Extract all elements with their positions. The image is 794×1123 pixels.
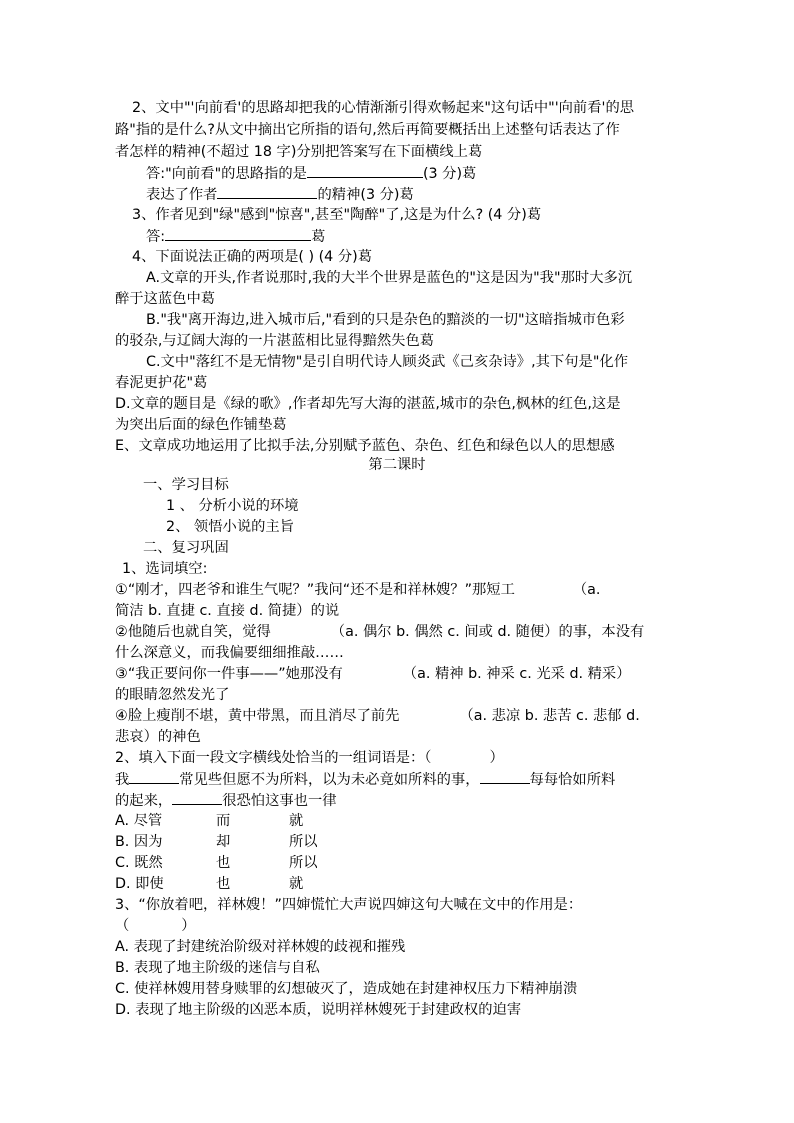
option-a-line1: A.文章的开头,作者说那时,我的大半个世界是蓝色的"这是因为"我"那时大多沉 bbox=[146, 270, 633, 286]
word-item-2-cont: 什么深意义，而我偏要细细推敲…… bbox=[115, 645, 344, 661]
q3-choice-a: A. 表现了封建统治阶级对祥林嫂的歧视和摧残 bbox=[115, 939, 406, 955]
q3-answer-line: 答: 葛 bbox=[146, 226, 325, 247]
q3-choice-c: C. 使祥林嫂用替身赎罪的幻想破灭了，造成她在封建神权压力下精神崩溃 bbox=[115, 981, 578, 997]
section-goals-heading: 一、学习目标 bbox=[143, 477, 229, 493]
word-item-4-cont: 悲哀）的神色 bbox=[115, 729, 201, 745]
q2-line1: 2、文中"'向前看'的思路却把我的心情渐渐引得欢畅起来"这句话中"'向前看'的思 bbox=[132, 100, 635, 116]
word-item-3: ③“我正要问你一件事——”她那没有 （a. 精神 b. 神采 c. 光采 d. 精采） bbox=[115, 666, 631, 682]
word-item-2: ②他随后也就自笑，觉得 （a. 偶尔 b. 偶然 c. 间或 d. 随便）的事，本没有 bbox=[115, 624, 645, 640]
section-review-heading: 二、复习巩固 bbox=[143, 540, 229, 556]
q3-answer-blank[interactable] bbox=[165, 226, 311, 241]
sub-q1-heading: 1、选词填空: bbox=[122, 561, 208, 577]
option-d-line2: 为突出后面的绿色作铺垫葛 bbox=[115, 417, 287, 433]
passage-line1: 我 常见些但愿不为所料，以为未必竟如所料的事， 每每恰如所料 bbox=[115, 769, 615, 790]
answer-a-blank[interactable] bbox=[307, 163, 423, 178]
q2-line2: 路"指的是什么?从文中摘出它所指的语句,然后再简要概括出上述整句话表达了作 bbox=[115, 122, 620, 138]
option-c-line1: C.文中"落红不是无情物"是引自明代诗人顾炎武《己亥杂诗》,其下句是"化作 bbox=[146, 354, 628, 370]
goal-1: 1 、 分析小说的环境 bbox=[166, 498, 299, 514]
choice-row-a: A. 尽管 而 就 bbox=[115, 813, 304, 829]
passage-line2: 的起来， 很恐怕这事也一律 bbox=[115, 790, 337, 811]
lesson-title: 第二课时 bbox=[368, 457, 426, 473]
option-a-line2: 醉于这蓝色中葛 bbox=[115, 291, 216, 307]
option-b-line1: B."我"离开海边,进入城市后,"看到的只是杂色的黯淡的一切"这暗指城市色彩 bbox=[146, 312, 625, 328]
goal-2: 2、 领悟小说的主旨 bbox=[166, 519, 295, 535]
q3-choice-d: D. 表现了地主阶级的凶恶本质，说明祥林嫂死于封建政权的迫害 bbox=[115, 1002, 522, 1018]
answer-b-blank[interactable] bbox=[217, 184, 317, 199]
q4-line: 4、下面说法正确的两项是( ) (4 分)葛 bbox=[132, 249, 372, 265]
sub-q3-heading: 3、“你放着吧，祥林嫂！”四婶慌忙大声说四婶这句大喊在文中的作用是： bbox=[115, 897, 583, 913]
option-e-line1: E、文章成功地运用了比拟手法,分别赋予蓝色、杂色、红色和绿色以人的思想感 bbox=[115, 438, 615, 454]
word-item-1-cont: 简洁 b. 直捷 c. 直接 d. 简捷）的说 bbox=[115, 603, 340, 619]
answer-a-line: 答:"向前看"的思路指的是 (3 分)葛 bbox=[146, 163, 476, 184]
option-b-line2: 的驳杂,与辽阔大海的一片湛蓝相比显得黯然失色葛 bbox=[115, 333, 435, 349]
sub-q2-heading: 2、填入下面一段文字横线处恰当的一组词语是：（ ） bbox=[115, 750, 504, 766]
q2-line3: 者怎样的精神(不超过 18 字)分别把答案写在下面横线上葛 bbox=[115, 144, 483, 160]
choice-row-d: D. 即使 也 就 bbox=[115, 876, 304, 892]
word-item-1: ①“刚才，四老爷和谁生气呢？”我问“还不是和祥林嫂？”那短工 （a. bbox=[115, 582, 601, 598]
answer-b-line: 表达了作者 的精神(3 分)葛 bbox=[146, 184, 414, 205]
option-d-line1: D.文章的题目是《绿的歌》,作者却先写大海的湛蓝,城市的杂色,枫林的红色,这是 bbox=[115, 396, 621, 412]
sub-q3-paren: （ ） bbox=[115, 918, 196, 934]
option-c-line2: 春泥更护花"葛 bbox=[115, 375, 208, 391]
passage-blank-2[interactable] bbox=[480, 769, 530, 784]
passage-blank-3[interactable] bbox=[172, 790, 222, 805]
choice-row-b: B. 因为 却 所以 bbox=[115, 834, 318, 850]
passage-blank-1[interactable] bbox=[129, 769, 179, 784]
word-item-4: ④脸上瘦削不堪，黄中带黑，而且消尽了前先 （a. 悲凉 b. 悲苦 c. 悲郁 d. bbox=[115, 708, 640, 724]
q3-choice-b: B. 表现了地主阶级的迷信与自私 bbox=[115, 960, 320, 976]
choice-row-c: C. 既然 也 所以 bbox=[115, 855, 318, 871]
word-item-3-cont: 的眼睛忽然发光了 bbox=[115, 687, 230, 703]
q3-line: 3、作者见到"绿"感到"惊喜",甚至"陶醉"了,这是为什么? (4 分)葛 bbox=[132, 207, 542, 223]
